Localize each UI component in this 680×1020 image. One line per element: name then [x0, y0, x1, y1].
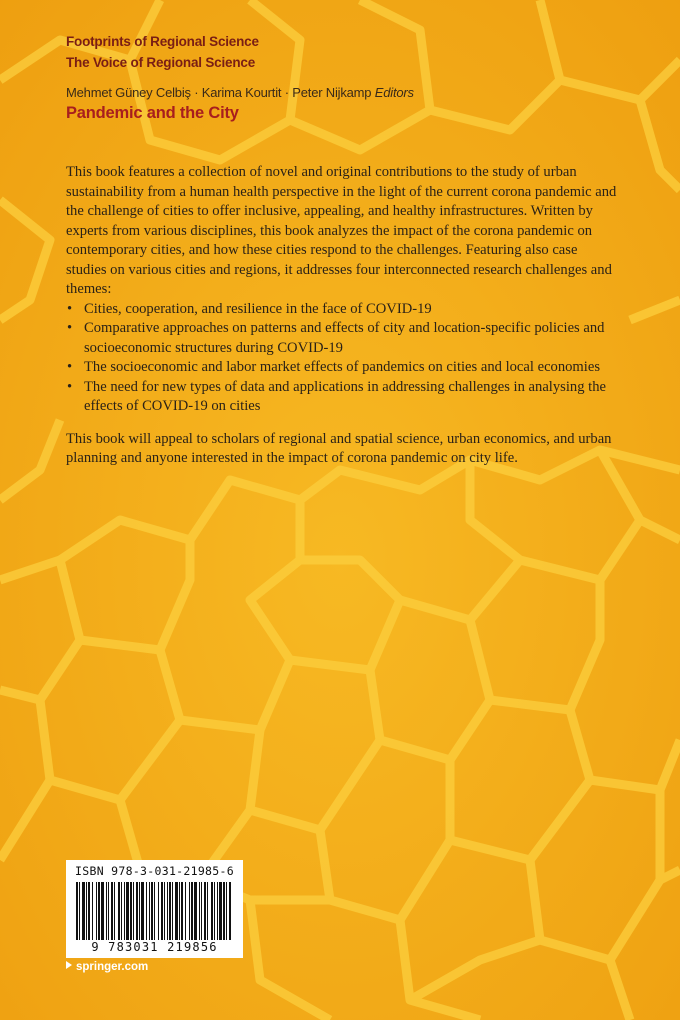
- ean-digits: 9 783031 219856: [91, 940, 218, 954]
- barcode-bar: [126, 882, 129, 940]
- description-intro: This book features a collection of novel and original contributions to the study of urban sustainability from a human health perspective in the light of the current corona pandemic and the challenge of cities to offer inclusive, appealing, and healthy infrastructures. Written by experts from various disciplines, this book analyzes the impact of the corona pandemic on contemporary cities, and how these cities respond to the challenges. Featuring also case studies on various cities and regions, it addresses four interconnected research challenges and themes:: [66, 164, 617, 297]
- barcode-bar: [98, 882, 100, 940]
- barcode-bar: [133, 882, 134, 940]
- barcode-bar: [141, 882, 144, 940]
- barcode-bar: [86, 882, 87, 940]
- barcode-bar: [121, 882, 122, 940]
- barcode-bar: [194, 882, 197, 940]
- barcode-bar: [106, 882, 107, 940]
- arrow-right-icon: [66, 961, 72, 969]
- barcode-bar: [204, 882, 206, 940]
- barcode-bar: [181, 882, 183, 940]
- list-item: • The need for new types of data and applications in addressing challenges in analysing the effects of COVID-19 on cities: [66, 378, 618, 417]
- barcode-bar: [211, 882, 213, 940]
- barcode-bar: [96, 882, 97, 940]
- barcode-bar: [111, 882, 113, 940]
- barcode-bar: [189, 882, 190, 940]
- barcode-bar: [179, 882, 180, 940]
- isbn-barcode: [66, 860, 243, 958]
- barcode-bar: [108, 882, 109, 940]
- barcode-bar: [214, 882, 215, 940]
- barcode-bar: [185, 882, 186, 940]
- barcode-bar: [226, 882, 227, 940]
- list-item: • Cities, cooperation, and resilience in the face of COVID-19: [66, 300, 618, 320]
- barcode-bar: [229, 882, 231, 940]
- barcode-bar: [207, 882, 208, 940]
- barcode-bar: [223, 882, 225, 940]
- book-title: Pandemic and the City: [66, 104, 239, 122]
- barcode-bar: [118, 882, 120, 940]
- barcode-bar: [199, 882, 200, 940]
- barcode-bar: [167, 882, 168, 940]
- barcode-bar: [139, 882, 140, 940]
- barcode-bar: [88, 882, 90, 940]
- barcode-bar: [164, 882, 165, 940]
- series-titles: [66, 31, 259, 73]
- barcode-bar: [217, 882, 218, 940]
- barcode-bar: [76, 882, 78, 940]
- barcode-bars: [74, 882, 234, 940]
- list-item: • Comparative approaches on patterns and effects of city and location-specific policies and socioeconomic structures during COVID-19: [66, 319, 618, 358]
- barcode-bar: [146, 882, 147, 940]
- editor-names: Mehmet Güney Celbiş · Karima Kourtit · Peter Nijkamp: [66, 85, 372, 100]
- barcode-bar: [191, 882, 193, 940]
- editors-role: Editors: [374, 85, 414, 100]
- barcode-bar: [101, 882, 104, 940]
- series-title-primary: Footprints of Regional Science: [66, 34, 259, 49]
- barcode-bar: [154, 882, 155, 940]
- description-closing: This book will appeal to scholars of regional and spatial science, urban economics, and urban planning and anyone interested in the impact of corona pandemic on city life.: [66, 430, 612, 466]
- barcode-bar: [92, 882, 93, 940]
- barcode-bar: [158, 882, 159, 940]
- barcode-bar: [114, 882, 115, 940]
- publisher-link[interactable]: [66, 961, 148, 973]
- barcode-bar: [175, 882, 178, 940]
- barcode-bar: [136, 882, 138, 940]
- barcode-bar: [201, 882, 202, 940]
- barcode-bar: [79, 882, 80, 940]
- barcode-bar: [130, 882, 132, 940]
- themes-list: [66, 300, 618, 417]
- isbn-number: ISBN 978-3-031-21985-6: [75, 864, 234, 878]
- barcode-bar: [169, 882, 171, 940]
- editors-line: [66, 85, 414, 100]
- barcode-bar: [172, 882, 173, 940]
- book-description: [66, 163, 618, 469]
- barcode-bar: [161, 882, 163, 940]
- list-item: • The socioeconomic and labor market effects of pandemics on cities and local economies: [66, 358, 618, 378]
- barcode-bar: [219, 882, 222, 940]
- publisher-url: springer.com: [76, 961, 149, 973]
- series-title-secondary: The Voice of Regional Science: [66, 55, 256, 70]
- barcode-bar: [124, 882, 125, 940]
- barcode-bar: [82, 882, 85, 940]
- barcode-bar: [151, 882, 153, 940]
- barcode-bar: [149, 882, 150, 940]
